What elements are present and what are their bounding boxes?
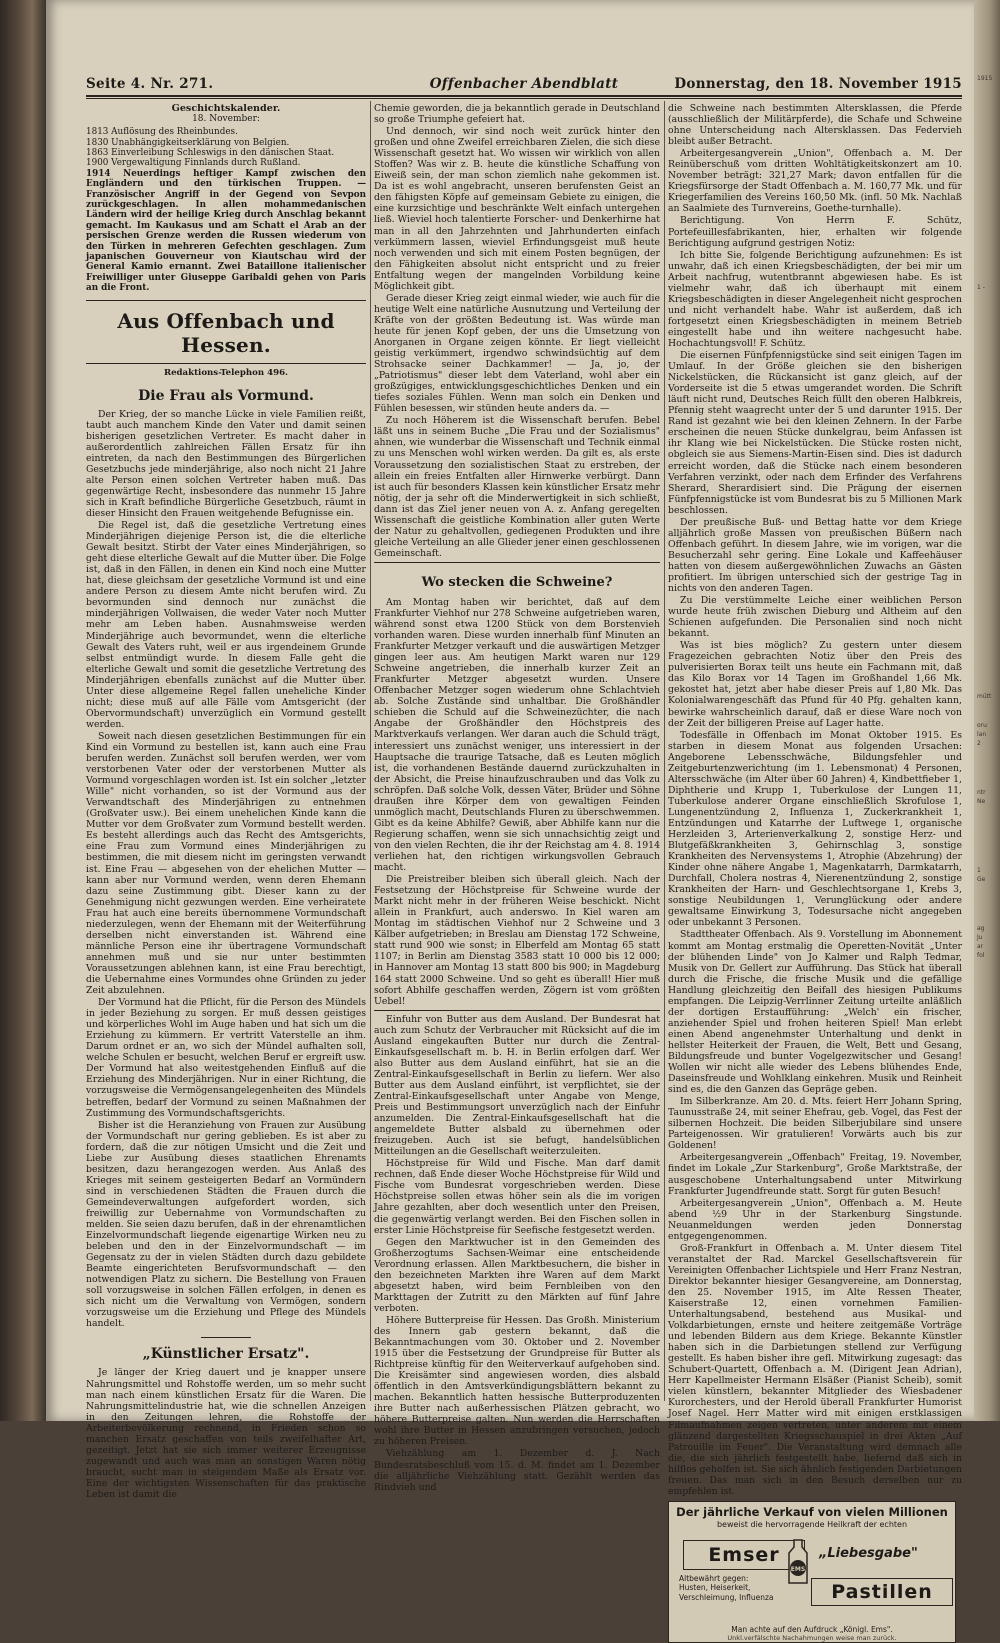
news-item: Groß-Frankfurt in Offenbach a. M. Unter diesem Titel veranstaltet der Rad. Marckel Gesellschaftsverein für Vereinigten Offenbacher Lichtspiele und Herr Franz Nestran, Direktor bekannter hiesiger Gesangvereine, am Donnerstag, den 25. November 1915, im Alte Ressen Theater, Kaiserstraße 12, einen vornehmen Familien-Unterhaltungsabend, bestehend aus Musikal- und Volkdarbietungen, ernste und heitere zeitgemäße Vorträge und lebenden Bildern aus dem Kriege. Bekannte Künstler haben sich in die Darbietungen stellend zur Verfügung gestellt. Es haben bisher ihre gefl. Mitwirkung zugesagt: das Schubert-Quartett, Offenbach a. M. (Dirigent Jean Adrian), Herr Kapellmeister Hermann Elsäßer (Pianist Scheib), somit vielen künstlern, bekannter Mitglieder des Wiesbadener Kurorchesters, und der Herold überall Frankfurter Humorist Josef Nagel. Herr Matter wird mit einigen erstklassigen Filmaufnahmen zeigen vertreten, unter anderem mit einem glänzend dargestellten Kriegsschauspiel in drei Akten „Auf Patrouille im Feuer". Die Veranstaltung wird demnach alle die, die sich jährlich festgestellt habe, liefernd daß sich in hilflos geholfen ist. Sie sich ähnlich festigenden Darbietungen freuen. Das man sich in den Besuch derselben nur zu empfehlen ist.: [668, 1242, 962, 1497]
ad-uses-title: Altbewährt gegen:: [679, 1573, 749, 1583]
calendar-entry: 1863 Einverleibung Schleswigs in den dänischen Staat.: [86, 147, 335, 158]
article-paragraph: Gerade dieser Krieg zeigt einmal wieder, wie auch für die heutige Welt eine natürliche Ausnutzung und Verteilung der Kräfte von der größten Bedeutung ist. Was würde man heute für jenen Kopf geben, der uns die Umsetzung von Anorganen in Organe zeigen könnte. Er liegt vielleicht geistig verkümmert, irgendwo schwindsüchtig auf dem Strohsacke seiner Dachkammer! — Ja, jo, der „Patriotismus" dieser lebt dem Vaterland, wohl aber ein großzügiges, entwicklungsgeschichtliches Denken und ein tiefes soziales Fühlen. Wenn man solch ein Denken und Fühlen besessen, wir stünden heute anders da. —: [374, 292, 660, 415]
edge-text: ntr: [977, 789, 986, 796]
news-item: Berichtigung. Von Herrn F. Schütz, Portefeuillesfabrikanten, hier, erhalten wir folgende Berichtigung aufgrund gestrigen Notiz:: [668, 215, 962, 249]
edge-text: Ju: [977, 934, 983, 941]
column-right: [668, 103, 962, 1642]
article-title: „Künstlicher Ersatz".: [142, 1346, 310, 1363]
edge-text: fol: [977, 952, 985, 959]
ad-footer: Man achte auf den Aufdruck „Königl. Ems".: [731, 1624, 893, 1634]
edge-text: ag: [977, 925, 985, 932]
edge-text: 1915: [977, 75, 993, 82]
news-item: Was ist bies möglich? Zu gestern unter diesem Fragezeichen gebrachten Notiz über den Preis des pulverisierten Borax teilt uns heute ein Fachmann mit, daß das Kilo Borax vor 14 Tagen im Großhandel 1,66 Mk. gekostet hat, jetzt aber habe dieser Preis auf 1,80 Mk. Das Kolonialwarengeschäft das Pfund für 40 Pfg. gehalten kann, bewirke wahrscheinlich darauf, daß er diese Ware noch von der Zeit der billigeren Preise auf Lager hatte.: [668, 640, 962, 729]
ad-brand-pastillen: Pastillen: [811, 1578, 953, 1606]
edge-text: 1: [977, 867, 981, 874]
article-paragraph: Und dennoch, wir sind noch weit zurück hinter den großen und ohne Zweifel erreichbaren Zielen, die sich diese Wissenschaft gesetzt hat. Wo wissen wir wirklich von allen Stoffen? Was wir z. B. heute die künstliche Schaffung von Eiweiß sein, der man schon ziemlich nahe gekommen ist. Da ist es wohl angebracht, unseren berufensten Geist an den fähigsten Köpfe auf gemeinsam Gebiete zu einigen, die eine kurzsichtige und beschränkte Welt einfach untergehen ließ. Wieviel hoch talentierte Forscher- und Denkerhirne hat man in all den Jahrzehnten und Jahrhunderten einfach verkümmern lassen, wieviel Erfindungsgeist muß heute noch verwenden und sich mit einem Posten begnügen, der den Fähigkeiten absolut nicht entspricht und zu freier Entfaltung wegen der mangelnden Vorbildung keine Möglichkeit gibt.: [374, 126, 660, 292]
news-item: Gegen den Marktwucher ist in den Gemeinden des Großherzogtums Sachsen-Weimar eine entscheidende Verordnung erlassen. Allen Marktbesuchern, die bisher in den bezeichneten Markten ihre Waren auf dem Markt abgesetzt haben, wird beim Fernbleiben von den Markttagen der Zutritt zu den Märkten auf fünf Jahre verboten.: [374, 1236, 660, 1314]
news-item: Stadttheater Offenbach. Als 9. Vorstellung im Abonnement kommt am Montag erstmalig die Operetten-Novität „Unter der blühenden Linde" von Jo Kalmer und Ralph Tedmar, Musik von Dr. Gellert zur Aufführung. Das Stück hat überall durch die Frische, die frische Musik und die gefällige Handlung gleichzeitig den Beifall des hiesigen Publikums empfangen. Die Leipzig-Verrlinner Zeitung urteilte anläßlich der dortigen Erstaufführung: „Welch' ein frischer, anziehender Spiel und frohen heiteren Spiel! Man erlebt einen Abend angenehmster Unterhaltung und denkt in hellster Heiterkeit der Frauen, die Welt, Bett und Gesang, Bildungsfreude und bunter Vogelgezwitscher und Gesang! Wollen wir nicht alle wieder des Lebens blühendes Ende, Daseinsfreude und Wohlklang einkehren. Musik und Reinheit sind es, die den Ganzen das Gepräge geben.: [668, 929, 962, 1096]
edge-text: oru: [977, 722, 987, 729]
article-paragraph: Bisher ist die Heranziehung von Frauen zur Ausübung der Vormundschaft nur gering geblieben. Es ist aber zu fordern, daß die zur nötigen Umsicht und die Zeit und Liebe zur Ausübung dieses staatlichen Ehrenamts besitzen, dazu herangezogen werden. Aus Anlaß des Krieges mit seinem gesteigerten Bedarf an Vormündern sind in verschiedenen Städten die Frauen durch die Gemeindeverwaltungen aufgefordert worden, sich freiwillig zur Uebernahme von Vormundschaften zu melden. Sie seien dazu berufen, daß in der ehrenamtlichen Einzelvormundschaft liegende eigenartige Wirken neu zu beleben und den in der Einzelvormundschaft — im Gegensatz zu der in vielen Städten durch dazu gebildete Beamte eingerichteten Berufsvormundschaft — den notwendigen Platz zu sichern. Die Bestellung von Frauen soll vorzugsweise in solchen Fällen erfolgen, in denen es sich nicht um die Verwaltung von Vermögen, sondern vorzugsweise um die Erziehung und Pflege des Mündels handelt.: [86, 1119, 366, 1330]
masthead: [86, 74, 962, 94]
article-paragraph: Der Krieg, der so manche Lücke in viele Familien reißt, taubt auch manchem Kinde den Vater und damit seinen bisherigen gesetzlichen Vertreter. Es macht daher in außerordentlich zahlreichen Fällen Ersatz für ihn eintreten, da nach den Bestimmungen des Bürgerlichen Gesetzbuchs jede minderjährige, also noch nicht 21 Jahre alte Person einen solchen Vertreter haben muß. Das gegenwärtige Recht, insbesondere das nunmehr 15 Jahre sich in Kraft befindliche Bürgerliche Gesetzbuch, räumt in dieser Hinsicht den Frauen weitgehende Befugnisse ein.: [86, 408, 366, 520]
newspaper-page: [46, 0, 974, 1642]
calendar-title: Geschichtskalender.: [171, 103, 281, 114]
news-item: Arbeitergesangverein „Offenbach" Freitag, 19. November, findet im Lokale „Zur Starkenburg", Große Marktstraße, der ausgeschobene Unterhaltungsabend unter Mitwirkung Frankfurter Jugendfreunde statt. Sorgt für guten Besuch!: [668, 1152, 962, 1197]
top-rule-thin: [86, 98, 962, 99]
edge-text: lan: [977, 731, 987, 738]
article-paragraph: Je länger der Krieg dauert und je knapper unsere Nahrungsmittel und Rohstoffe werden, um so mehr sucht man nach einem künstlichen Ersatz für die Waren. Die Nahrungsmittelindustrie hat, wie die schnellen Anzeigen in den Zeitungen lehren, die Rohstoffe der Arbeiterbevölkerung rechnend, in Frieden schon so manchen Ersatz geschaffen von teils zweifelhafter Art, gezeitigt. Jetzt hat sie sich immer weiterer Erzeugnisse zugewandt und auch was man an sonstigen Waren nötig braucht, sucht man in steigendem Maße als Ersatz vor. Eine der wichtigsten Wissenschaften für das praktische Leben ist damit die: [86, 1367, 366, 1500]
news-item: Höhere Butterpreise für Hessen. Das Großh. Ministerium des Innern gab gestern bekannt, daß die Bekanntmachungen vom 30. Oktober und 2. November 1915 über die Festsetzung der Grundpreise für Butter als Richtpreise künftig für den Weiterverkauf aufgehoben sind. Die Kreisämter sind angewiesen worden, dies alsbald öffentlich in den Amtsverkündigungsblättern bekannt zu machen. Bekanntlich hatten hessische Butterproduzenten ihre Butter nach außerhessischen Plätzen gebracht, wo höhere Butterpreise galten. Nun werden die Herrschaften wohl ihre Butter in Hessen anzubringen versuchen, jedoch zu höheren Preisen.: [374, 1314, 660, 1448]
calendar-date: 18. November:: [192, 114, 260, 125]
edge-text: 2: [977, 740, 981, 747]
news-item: Arbeitergesangverein „Union", Offenbach a. M. Der Reinüberschuß vom dritten Wohltätigkeitskonzert am 10. November beträgt: 321,27 Mark; davon entfallen für die Kriegsfürsorge der Stadt Offenbach a. M. 160,77 Mk. und für Kriegerfamilien des Vereins 160,50 Mk. (infl. 50 Mk. Nachlaß an Saalmiete des Turnvereins, Goethe-turnhalle).: [668, 148, 962, 215]
article-paragraph: Zu noch Höherem ist die Wissenschaft berufen. Bebel läßt uns in seinem Buche „Die Frau und der Sozialismus" ahnen, wie wunderbar die Wissenschaft und Technik einmal zu uns Menschen wohl wirken werden. Da gilt es, als erste Voraussetzung den sozialistischen Staat zu erstreben, der allein ein freies Entfalten aller Hirnwerke verbürgt. Dann ist auch für besonders Klassen kein künstlicher Ersatz mehr nötig, der ja sehr oft die Minderwertigkeit in sich schließt, dann ist das Ziel jener neuen von A. z. Anfang geregelten Wissenschaft die geistliche Kombination aller guten Werte der Natur zu gehaltvollen, gediegenen Produkten und ihre gleiche Verteilung an alle Glieder jener einen geschlossenen Gemeinschaft.: [374, 415, 660, 559]
ad-liebesgabe: „Liebesgabe": [819, 1545, 918, 1561]
newspaper-title: Offenbacher Abendblatt: [429, 76, 619, 92]
advertisement-emser-pastillen: [668, 1501, 956, 1643]
news-item: Viehzählung am 1. Dezember d. J. Nach Bundesratsbeschluß vom 15. d. M. findet am 1. Dezember die alljährliche Viehzählung statt. Gezählt werden das Rindvieh und: [374, 1448, 660, 1493]
issue-date: Donnerstag, den 18. November 1915: [674, 76, 962, 92]
calendar-entry: 1900 Vergewaltigung Finnlands durch Rußland.: [86, 158, 301, 169]
bottle-icon: [783, 1538, 813, 1586]
divider: [374, 1010, 660, 1011]
article-paragraph: Die Preistreiber bleiben sich überall gleich. Nach der Festsetzung der Höchstpreise für Schweine wurde der Markt nicht mehr in der früheren Weise beschickt. Nicht allein in Frankfurt, auch anderswo. In Kiel waren am Montag im städtischen Viehhof nur 2 Schweine und 3 Kälber aufgetrieben; in Breslau am Dienstag 172 Schweine, statt rund 900 wie sonst; in Elberfeld am Montag 65 statt 1107; in Berlin am Dienstag 3583 statt 10 000 bis 12 000; in Hannover am Montag 13 statt 800 bis 900; in Magdeburg 164 statt 2000 Schweine. Und so geht es überall! Hier muß sofort Abhilfe geschaffen werden, Zögern ist vom größten Uebel!: [374, 874, 660, 1007]
article-paragraph: Die Regel ist, daß die gesetzliche Vertretung eines Minderjährigen diejenige Person ist, die die elterliche Gewalt besitzt. Stirbt der Vater eines Minderjährigen, so geht diese elterliche Gewalt auf die Mutter über. Die Folge ist, daß in den Fällen, in denen ein Kind noch eine Mutter hat, diese gleichsam der gesetzliche Vormund ist und eine andere Person zu diesem Amte nicht berufen wird. Zu bevormunden sind dennoch nur zunächst die minderjährigen Vollwaisen, die weder Vater noch Mutter mehr am Leben haben. Ausnahmsweise werden Minderjährige auch bevormundet, wenn die elterliche Gewalt des Vaters ruht, weil er aus irgendeinem Grunde selbst entmündigt wurde. In diesem Falle geht die elterliche Gewalt und somit die gesetzliche Vertretung des Minderjährigen ebenfalls zunächst auf die Mutter über. Unter diese allgemeine Regel fallen uneheliche Kinder nicht; diese muß auf alle Fälle vom Amtsgericht (der Obervormundschaft) unverzüglich ein Vormund gestellt werden.: [86, 520, 366, 730]
edge-text: mütt: [977, 693, 992, 700]
section-rule: [86, 363, 366, 364]
ad-headline: Der jährliche Verkauf von vielen Millionen: [676, 1504, 948, 1519]
ad-subheadline: beweist die hervorragende Heilkraft der echten: [716, 1519, 908, 1529]
article-paragraph: Der Vormund hat die Pflicht, für die Person des Mündels in jeder Beziehung zu sorgen. Er muß dessen geistiges und körperliches Wohl im Auge haben und hat sich um die Erziehung zu kümmern. Er vertritt Vaterstelle an ihm. Darum ordnet er an, wo sich der Mündel aufhalten soll, welche Schulen er besucht, welchen Beruf er ergreift usw. Der Vormund hat also weitestgehenden Einfluß auf die Erziehung des Minderjährigen. Nur in einer Richtung, die vorzugsweise die Vermögensangelegenheiten des Mündels betreffen, bedarf der Vormund zu seinen Maßnahmen der Zustimmung des Vormundschaftsgerichts.: [86, 997, 366, 1119]
book-binding: [0, 0, 46, 1421]
editorial-phone: Redaktions-Telephon 496.: [163, 367, 289, 378]
calendar-entry: 1830 Unabhängigkeitserklärung von Belgien.: [86, 137, 290, 148]
news-item: Im Silberkranze. Am 20. d. Mts. feiert Herr Johann Spring, Taunusstraße 24, mit seiner Ehefrau, geb. Vogel, das Fest der silbernen Hochzeit. Die beiden Silberjubilare sind unsere Parteigenossen. Wir gratulieren! Vorwärts auch bis zur Goldenen!: [668, 1096, 962, 1152]
edge-text: ar: [977, 943, 984, 950]
article-title: Die Frau als Vormund.: [138, 387, 314, 404]
calendar-entry: 1914 Neuerdings heftiger Kampf zwischen den Engländern und den türkischen Truppen. — Französischer Angriff in der Gegend von Sevpon zurückgeschlagen. In allen mohammedanischen Ländern wird der heilige Krieg durch Anschlag bekannt gemacht. Im Kaukasus und am Schatt el Arab an der persischen Grenze werden die Russen wiederum von den Türken in mehreren Gefechten geschlagen. Zum japanischen Gouverneur von Kiautschau wird der General Kamio ernannt. Zwei Bataillone italienischer Freiwilliger unter Giuseppe Garibaldi gehen von Paris an die Front.: [86, 168, 366, 294]
top-rule: [86, 95, 962, 97]
divider: [374, 562, 660, 563]
news-item: Arbeitergesangverein „Union", Offenbach a. M. Heute abend ½9 Uhr in der Starkenburg Singstunde. Neuanmeldungen werden jeden Donnerstag entgegengenommen.: [668, 1197, 962, 1242]
article-paragraph: Am Montag haben wir berichtet, daß auf dem Frankfurter Viehhof nur 278 Schweine aufgetrieben waren, während sonst etwa 1200 Stück von dem Borstenvieh vorhanden waren. Diese wurden innerhalb fünf Minuten an Frankfurter Metzger verkauft und die auswärtigen Metzger gingen leer aus. Am heutigen Markt waren nur 129 Schweine angetrieben, die innerhalb kurzer Zeit an Frankfurter Metzger abgesetzt wurden. Unsere Offenbacher Metzger sogen wiederum ohne Schlachtvieh ab. Solche Zustände sind unhaltbar. Die Großhändler schieben die Schuld auf die Schweinezüchter, die nach Angabe der Großhändler den Höchstpreis des Marktverkaufs verlangen. Wer daran auch die Schuld trägt, interessiert uns zunächst weniger, uns interessiert in der Hauptsache die traurige Tatsache, daß es Leuten möglich ist, die vorhandenen Bestände dauernd zurückzuhalten in der Absicht, die Preise hinaufzuschrauben und das Volk zu schröpfen. Daß solche Volk, dessen Väter, Brüder und Söhne draußen ihre Körper dem von gewaltigen Feinden unmöglich macht, Deutschlands Fluren zu überschwemmen. Gibt es da keine Abhilfe? Gewiß, aber Abhilfe kann nur die Regierung schaffen, wenn sie sich unnachsichtig zeigt und von den vielen Rechten, die ihr der Reichstag am 4. 8. 1914 verliehen hat, den richtigen wirkungsvollen Gebrauch macht.: [374, 596, 660, 874]
divider: [201, 1337, 251, 1338]
article-paragraph: Chemie geworden, die ja bekanntlich gerade in Deutschland so große Triumphe gefeiert hat.: [374, 103, 660, 126]
column-rule: [664, 101, 665, 1401]
edge-text: Ge: [977, 876, 986, 883]
bottle-seal-label: EMS: [790, 1565, 806, 1573]
article-paragraph: Soweit nach diesen gesetzlichen Bestimmungen für ein Kind ein Vormund zu bestellen ist, kann auch eine Frau berufen werden. Zunächst soll berufen werden, wer vom verstorbenen Vater oder der verstorbenen Mutter als Vormund vorgeschlagen worden ist. Ist ein solcher „letzter Wille" nicht vorhanden, so ist der Vormund aus der Verwandtschaft des Minderjährigen zu entnehmen (Großvater usw.). Bei einem unehelichen Kinde kann die Mutter vor dem Großvater zum Vormund bestellt werden. Es besteht allerdings auch das Recht des Amtsgerichts, eine Frau zum Vormund eines Minderjährigen zu bestimmen, die mit diesem nicht im geringsten verwandt ist. Eine Frau — abgesehen von der ehelichen Mutter — kann aber nur Vormund werden, wenn deren Ehemann dazu seine Zustimmung gibt. Dieser kann zu der Genehmigung nicht gezwungen werden. Eine verheiratete Frau hat auch eine bereits übernommene Vormundschaft niederzulegen, wenn der Ehemann mit der Weiterführung derselben nicht einverstanden ist. Während eine männliche Person eine ihr übertragene Vormundschaft annehmen muß und sie nur unter bestimmten Voraussetzungen ablehnen kann, ist eine Frau berechtigt, die Uebernahme eines Vormundes ohne Gründen zu jeder Zeit abzulehnen.: [86, 730, 366, 997]
news-item: Die eisernen Fünfpfennigstücke sind seit einigen Tagen im Umlauf. In der Größe gleichen sie den bisherigen Nickelstücken, die Rückansicht ist ganz gleich, auf der Vorderseite ist die 5 etwas umgerandet worden. Die Schrift läuft nicht rund, Deutsches Reich füllt den oberen Halbkreis, Pfennig steht waagrecht unter der 5 und darunter 1915. Der Rand ist gezahnt wie bei den kleinen Zehnern. In der Farbe erscheinen die neuen Stücke dunkelgrau, beim Anfassen ist ihr Klang wie bei Nickelstücken. Die Stücke rosten nicht, obgleich sie aus Siemens-Martin-Eisen sind. Dies ist dadurch erreicht worden, daß die Stücke nach einem besonderen Verfahren verzinkt, oder nach dem Erfinder des Verfahrens Sherard, Sherardisiert sind. Die Prägung der eisernen Fünfpfennigstücke ist vom Bundesrat bis zu 5 Millionen Mark beschlossen.: [668, 350, 962, 516]
news-item: Der preußische Buß- und Bettag hatte vor dem Kriege alljährlich große Massen von preußischen Büßern nach Offenbach geführt. In diesem Jahre, wie im vorigen, war die Besucherzahl sehr gering. Eine Lokale und Kaffeehäuser hatten von diesem außergewöhnlichen Zuwachs an Gästen profitiert. Im übrigen unterschied sich der gestrige Tag in nichts von den anderen Tagen.: [668, 516, 962, 595]
news-item: Todesfälle in Offenbach im Monat Oktober 1915. Es starben in diesem Monat aus folgenden Ursachen: Angeborene Lebensschwäche, Bildungsfehler und Zeitgeburtenzwerichtung (im 1. Lebensmonat) 4 Personen, Altersschwäche (im Alter über 60 Jahren) 4, Kindbettfieber 1, Diphtherie und Krupp 1, Tuberkulose der Lungen 11, Tuberkulose anderer Organe einschließlich Skrofulose 1, Lungenentzündung 2, Influenza 1, Zuckerkrankheit 1, Entzündungen und Katarrhe der Luftwege 1, organische Herzleiden 3, Arterienverkalkung 2, sonstige Herz- und Blutgefäßkrankheiten 3, Gehirnschlag 3, sonstige Krankheiten des Nervensystems 1, Atrophie (Abzehrung) der Kinder ohne nähere Angabe 1, Magenkatarrh, Darmkatarrh, Durchfall, Cholera nostras 4, Nierenentzündung 2, sonstige Krankheiten der Harn- und Geschlechtsorgane 1, Krebs 3, sonstige Neubildungen 1, Verunglückung oder andere gewaltsame Einwirkung 3, Todesursache nicht angegeben oder unbekannt 3 Personen.: [668, 729, 962, 929]
column-middle: [374, 103, 660, 1493]
column-left: [86, 103, 366, 1500]
ad-uses-line: Verschleimung, Influenza: [679, 1592, 774, 1602]
news-item: Zu Die verstümmelte Leiche einer weiblichen Person wurde heute früh zwischen Dieburg und Altheim auf den Schienen aufgefunden. Die Personalien sind noch nicht bekannt.: [668, 595, 962, 640]
edge-text: Ne: [977, 798, 986, 805]
news-item: die Schweine nach bestimmten Altersklassen, die Pferde (ausschließlich der Militärpferde), die Schafe und Schweine ohne Unterscheidung nach Altersklassen. Das Federvieh bleibt außer Betracht.: [668, 103, 962, 148]
ad-uses: [679, 1574, 774, 1603]
ad-brand-emser: Emser: [683, 1540, 805, 1570]
section-title: Aus Offenbach und Hessen.: [117, 308, 335, 357]
adjacent-page-edge: [974, 0, 1000, 1421]
calendar-entry: 1813 Auflösung des Rheinbundes.: [86, 127, 238, 138]
news-item: Höchstpreise für Wild und Fische. Man darf damit rechnen, daß Ende dieser Woche Höchstpreise für Wild und Fische vom Bundesrat vorgeschrieben werden. Diese Höchstpreise sollen etwas höher sein als die im vorigen Jahre gezahlten, aber doch wesentlich unter den Preisen, die gegenwärtig verlangt werden. Bei den Fischen sollen in erster Linie Höchstpreise für Seefische festgesetzt werden.: [374, 1158, 660, 1236]
ad-footnote: Unkl.verfälschte Nachahmungen weise man zurück.: [727, 1633, 897, 1642]
column-rule: [370, 101, 371, 1401]
page-number: Seite 4. Nr. 271.: [86, 76, 214, 92]
news-item: Ich bitte Sie, folgende Berichtigung aufzunehmen: Es ist unwahr, daß ich einen Kriegsbeschädigten, der bei mir um Arbeit nachfrug, wutentbrannt abgewiesen habe. Es ist vielmehr wahr, daß ich überhaupt mit einem Kriegsbeschädigten in dieser Angelegenheit nicht gesprochen und nicht verhandelt habe. Wahr ist außerdem, daß ich fortgesetzt einen Kriegsbeschädigten in meinem Betrieb eingestellt habe und ihn weitere nachgesucht habe. Hochachtungsvoll! F. Schütz.: [668, 249, 962, 349]
article-title: Wo stecken die Schweine?: [421, 574, 613, 590]
news-item: Einfuhr von Butter aus dem Ausland. Der Bundesrat hat auch zum Schutz der Verbraucher mit Rücksicht auf die im Ausland eingekauften Butter nur durch die Zentral-Einkaufsgesellschaft m. b. H. in Berlin erfolgen darf. Wer also Butter aus dem Ausland einführt, hat sie an die Zentral-Einkaufsgesellschaft in Berlin zu liefern. Wer also Butter aus dem Ausland einführt, ist verpflichtet, sie der Zentral-Einkaufsgesellschaft unter Angabe von Menge, Preis und Bestimmungsort unverzüglich nach der Einfuhr anzumelden. Die Zentral-Einkaufsgesellschaft hat die angemeldete Butter alsbald zu übernehmen oder freizugeben. Auch ist sie befugt, handelsüblichen Mitteilungen an die Gesellschaft weiterzuleiten.: [374, 1013, 660, 1158]
edge-text: 1 -: [977, 284, 985, 291]
ad-uses-line: Husten, Heiserkeit,: [679, 1583, 751, 1593]
section-rule: [86, 300, 366, 301]
